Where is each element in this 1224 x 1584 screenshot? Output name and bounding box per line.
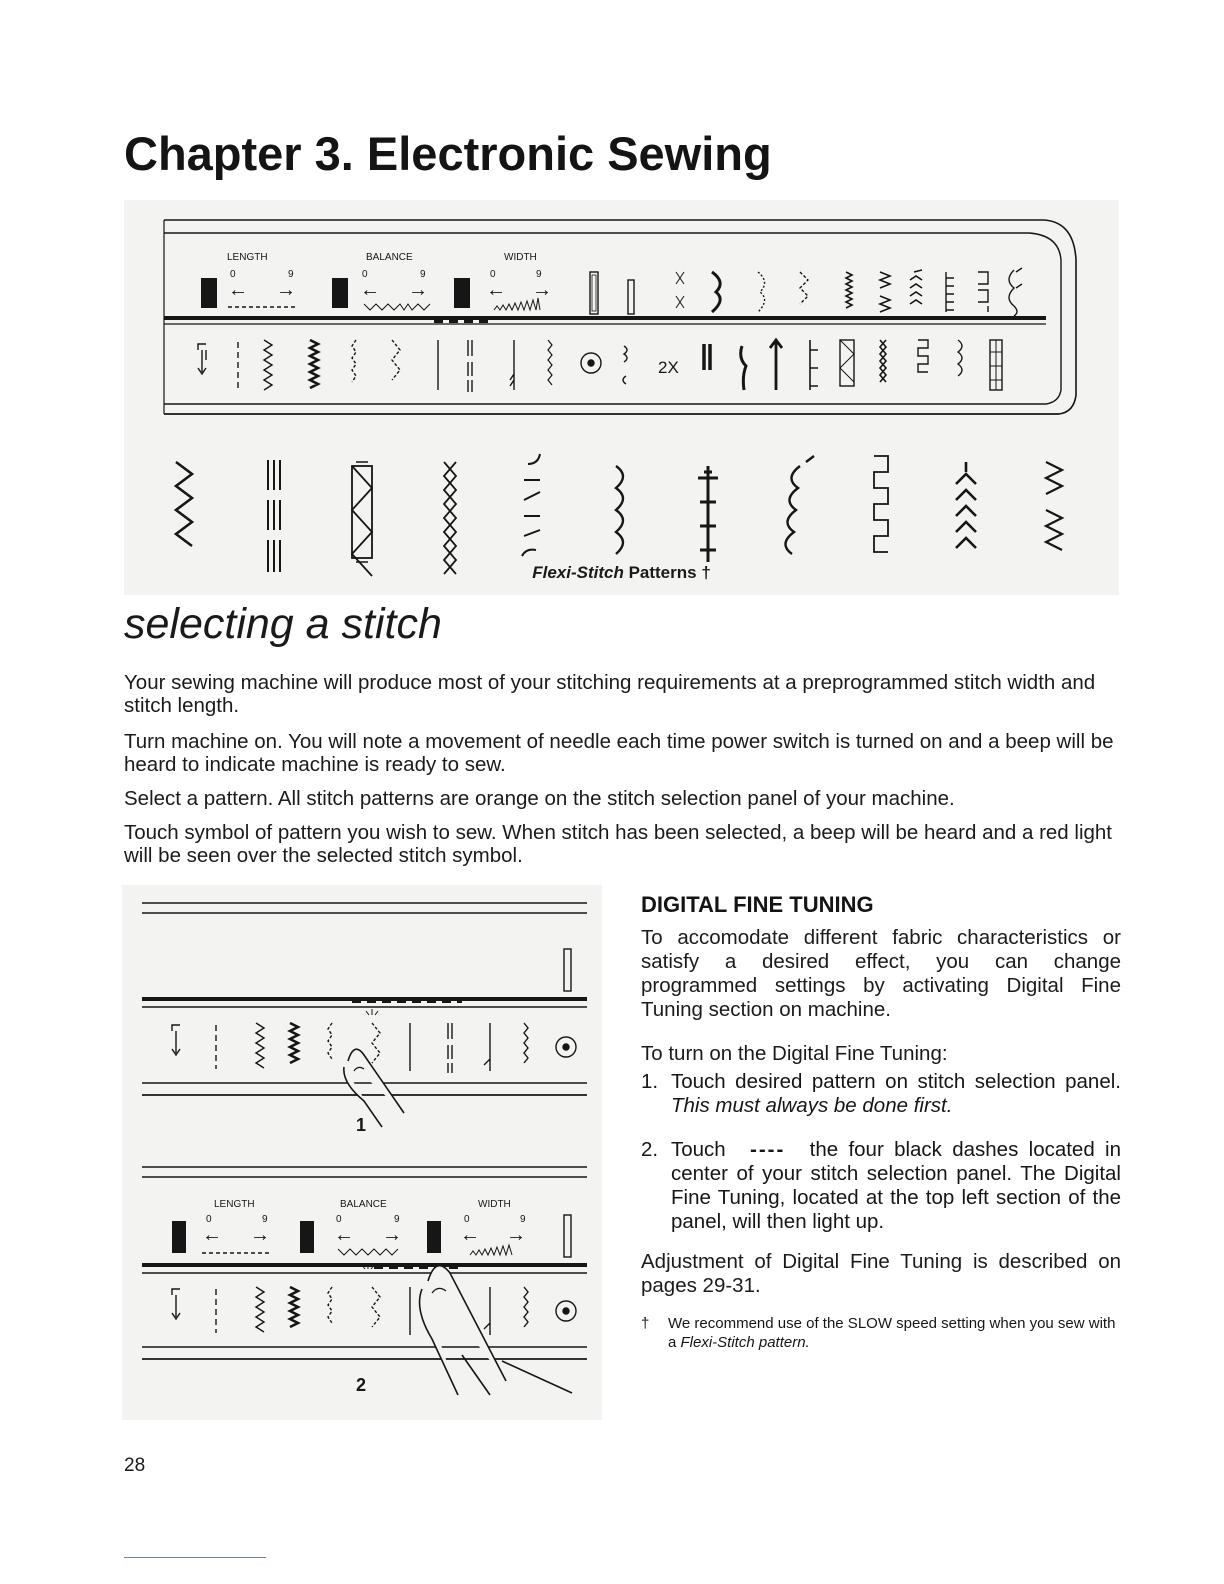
fig2-width-left-arrow: ← (460, 1224, 480, 1246)
fine-tuning-intro: To accomodate different fabric characteristics or satisfy a desired effect, you can change programmed settings by activating Digital Fine Tuning section on machine. (641, 926, 1121, 1021)
blind-stitch-icon[interactable] (392, 340, 400, 380)
leaf-stitch-icon[interactable] (1009, 268, 1022, 316)
tie-off-stitch-icon[interactable] (510, 340, 514, 390)
flexi-zigzag-icon[interactable] (176, 462, 192, 546)
footnote-dagger: † (641, 1315, 650, 1332)
flexi-stitch-patterns-row (176, 454, 1062, 576)
caption-rest: Patterns † (623, 563, 711, 582)
paragraph-2: Turn machine on. You will note a movement of needle each time power switch is turned on and a beep will be heard to indicate machine is ready to sew. (124, 730, 1114, 776)
balance-indicator-square[interactable] (332, 278, 348, 308)
panel-frame (164, 220, 1076, 414)
length-label: LENGTH (227, 252, 268, 263)
buttonhole-small-icon[interactable] (628, 280, 634, 314)
feather-stitch-icon[interactable] (880, 272, 890, 312)
bottom-rule (124, 1557, 266, 1558)
step-1-italic: This must always be done first. (671, 1094, 953, 1117)
ivy-stitch-icon[interactable] (958, 340, 962, 376)
fine-tuning-heading: DIGITAL FINE TUNING (641, 892, 874, 917)
width-label: WIDTH (504, 252, 537, 263)
step-1 (641, 1070, 1121, 1118)
eyelet-stitch-icon[interactable] (676, 272, 684, 308)
stitch-selection-panel-figure (124, 200, 1119, 595)
flexi-triple-bar-icon[interactable] (268, 460, 280, 572)
step-2-dashes: ---- (750, 1138, 786, 1161)
width-min: 0 (490, 269, 496, 280)
flexi-chevron-icon[interactable] (956, 462, 976, 548)
diamond-stitch-icon[interactable] (880, 340, 886, 382)
step-1-number: 1. (641, 1070, 659, 1093)
paragraph-3: Select a pattern. All stitch patterns are orange on the stitch selection panel of your machine. (124, 787, 955, 810)
chevron-stitch-icon[interactable] (910, 270, 922, 304)
flexi-cross-icon[interactable] (698, 466, 718, 562)
flexi-feather-icon[interactable] (1046, 462, 1062, 550)
flexi-stitch-caption (124, 563, 1119, 583)
flexi-ivy-icon[interactable] (616, 466, 623, 554)
length-increase-arrow[interactable]: → (276, 279, 296, 301)
flexi-diamond-icon[interactable] (444, 462, 456, 574)
footnote-text: We recommend use of the SLOW speed setting when you sew with a (668, 1315, 1116, 1351)
figure-2 (142, 1167, 587, 1395)
top-row-stitch-symbols (590, 268, 1022, 316)
footnote (641, 1314, 1121, 1352)
balance-stitch-icon (364, 304, 430, 310)
scallop-stitch-icon[interactable] (712, 272, 720, 312)
satin-bead-stitch-icon[interactable] (741, 346, 746, 390)
length-decrease-arrow[interactable]: ← (228, 279, 248, 301)
fig1-finger-icon (344, 1049, 404, 1127)
fig2-balance-left-arrow: ← (334, 1224, 354, 1246)
chapter-title: Chapter 3. Electronic Sewing (124, 127, 772, 180)
fig2-number: 2 (356, 1375, 367, 1395)
arrow-scallop-stitch-icon[interactable] (800, 272, 808, 304)
width-increase-arrow[interactable]: → (532, 279, 552, 301)
ric-rac-stitch-icon[interactable] (846, 272, 852, 308)
serpentine-stitch-icon[interactable] (352, 340, 356, 382)
digital-fine-tuning-section (201, 252, 552, 310)
step-2-before: Touch (671, 1138, 737, 1161)
paragraph-1: Your sewing machine will produce most of your stitching requirements at a preprogrammed stitch width and stitch length. (124, 671, 1096, 717)
fig2-balance-right-arrow: → (382, 1224, 402, 1246)
comb-stitch-icon[interactable] (810, 340, 818, 390)
step-2 (641, 1138, 1121, 1234)
adjustment-note: Adjustment of Digital Fine Tuning is described on pages 29-31. (641, 1250, 1121, 1297)
paragraph-4: Touch symbol of pattern you wish to sew. When stitch has been selected, a beep will be heard and a red light will be seen over the selected stitch symbol. (124, 821, 1112, 867)
length-indicator-square[interactable] (201, 278, 217, 308)
fig2-width-label: WIDTH (478, 1199, 511, 1210)
width-decrease-arrow[interactable]: ← (486, 279, 506, 301)
fig2-length-max: 9 (262, 1214, 268, 1225)
fig2-balance-min: 0 (336, 1214, 342, 1225)
flexi-leaf-icon[interactable] (785, 456, 814, 554)
multi-zigzag-stitch-icon[interactable] (310, 340, 318, 388)
fig2-width-min: 0 (464, 1214, 470, 1225)
balance-max: 9 (420, 269, 426, 280)
balance-label: BALANCE (366, 252, 413, 263)
stop-stitch-icon[interactable] (623, 346, 627, 384)
touch-figures (122, 885, 602, 1420)
length-max: 9 (288, 269, 294, 280)
fig2-length-left-arrow: ← (202, 1224, 222, 1246)
triple-straight-stitch-icon[interactable] (468, 340, 472, 392)
width-max: 9 (536, 269, 542, 280)
flexi-box-icon[interactable] (352, 462, 372, 576)
fig2-width-max: 9 (520, 1214, 526, 1225)
fig2-finger-icon (420, 1266, 572, 1395)
turn-on-line: To turn on the Digital Fine Tuning: (641, 1042, 948, 1065)
caption-italic: Flexi-Stitch (532, 563, 624, 582)
needle-position-icon[interactable] (581, 353, 601, 373)
section-title: selecting a stitch (124, 600, 442, 648)
arrowhead-stitch-icon[interactable] (770, 340, 782, 390)
footnote-italic: Flexi-Stitch pattern. (680, 1334, 810, 1351)
repeat-2x-label[interactable]: 2X (658, 358, 679, 377)
flexi-greek-key-icon[interactable] (874, 456, 888, 552)
fig2-width-right-arrow: → (506, 1224, 526, 1246)
bottom-row-stitch-symbols (198, 340, 1002, 392)
balance-decrease-arrow[interactable]: ← (360, 279, 380, 301)
bartack-stitch-icon[interactable] (704, 344, 710, 370)
reverse-stitch-icon[interactable] (198, 344, 206, 374)
fig2-length-min: 0 (206, 1214, 212, 1225)
page-number: 28 (124, 1455, 146, 1476)
fig1-buttonhole-icon (564, 949, 571, 991)
greek-key-small-icon[interactable] (918, 340, 928, 372)
step-2-number: 2. (641, 1138, 659, 1161)
digital-fine-tuning-column (641, 892, 1121, 1352)
fig1-number: 1 (356, 1115, 367, 1135)
flexi-ladder-icon[interactable] (522, 454, 540, 556)
overlock-stitch-icon[interactable] (548, 340, 552, 385)
fig2-length-label: LENGTH (214, 1199, 255, 1210)
fig2-balance-label: BALANCE (340, 1199, 387, 1210)
buttonhole-icon[interactable] (590, 272, 598, 314)
greek-key-stitch-icon[interactable] (978, 272, 988, 312)
balance-min: 0 (362, 269, 368, 280)
fig2-balance-max: 9 (394, 1214, 400, 1225)
step-1-text: Touch desired pattern on stitch selection panel. (671, 1070, 1121, 1093)
blanket-stitch-icon[interactable] (946, 272, 954, 312)
length-min: 0 (230, 269, 236, 280)
balance-increase-arrow[interactable]: → (408, 279, 428, 301)
figure-1 (142, 903, 587, 1135)
zigzag-stitch-icon[interactable] (264, 340, 272, 390)
step-2-after: the four black dashes located in center of your stitch selection panel. The Digital Fine Tuning, located at the top left section of the panel, will then light up. (671, 1138, 1121, 1233)
width-indicator-square[interactable] (454, 278, 470, 308)
fig2-length-right-arrow: → (250, 1224, 270, 1246)
fig2-buttonhole-icon (564, 1215, 571, 1257)
light-scallop-stitch-icon[interactable] (758, 272, 765, 312)
